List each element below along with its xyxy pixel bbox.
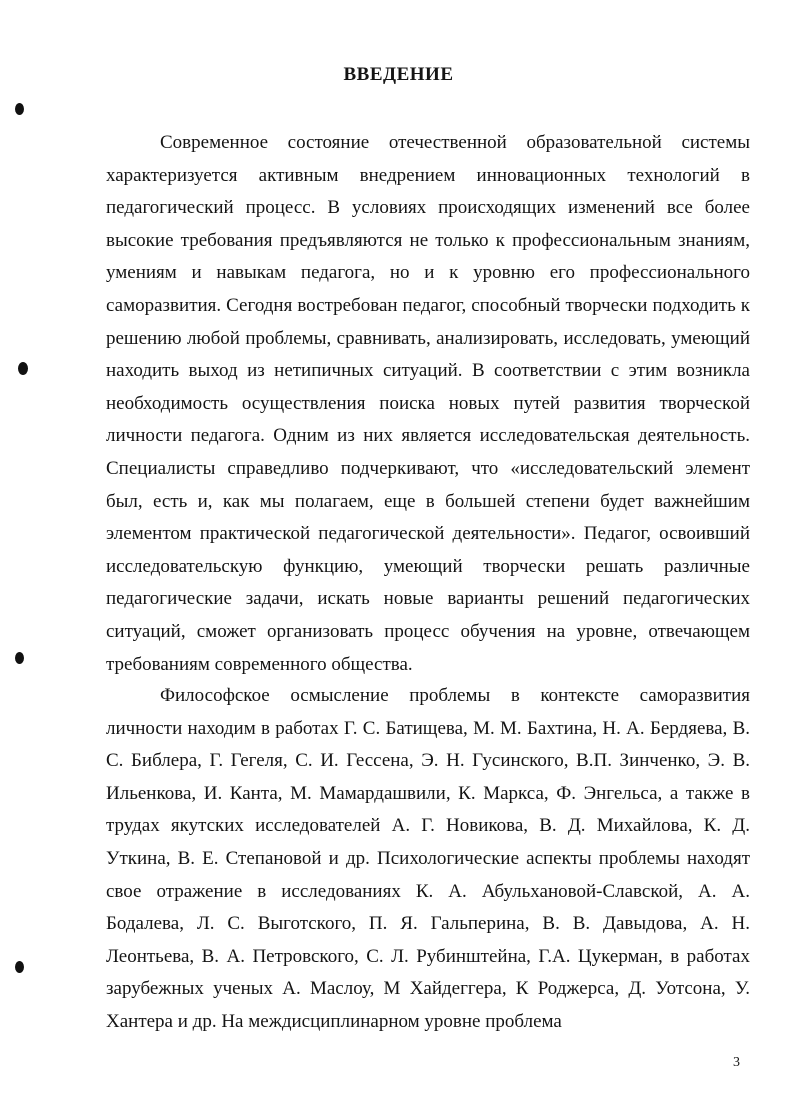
binder-hole-mark [15,103,24,115]
binder-hole-mark [15,961,24,973]
section-title: ВВЕДЕНИЕ [343,64,454,85]
paragraph-intro: Современное состояние отечественной образовательной системы характеризуется активным внедрением инновационных технологий в педагогический процесс. В условиях происходящих изменений все более высокие требования предъявляются не только к профессиональным знаниям, умениям и навыкам педагога, но и к уровню его профессионального саморазвития. Сегодня востребован педагог, способный творчески подходить к решению любой проблемы, сравнивать, анализировать, исследовать, умеющий находить выход из нетипичных ситуаций. В соответствии с этим возникла необходимость осуществления поиска новых путей развития творческой личности педагога. Одним из них является исследовательская деятельность. Специалисты справедливо подчеркивают, что «исследовательский элемент был, есть и, как мы полагаем, еще в большей степени будет важнейшим элементом практической педагогической деятельности». Педагог, освоивший исследовательскую функцию, умеющий творчески решать различные педагогические задачи, искать новые варианты решений педагогических ситуаций, сможет организовать процесс обучения на уровне, отвечающем требованиям современного общества. [106,132,750,675]
binder-hole-mark [18,362,28,375]
paragraph-philosophy: Философское осмысление проблемы в контексте саморазвития личности находим в работах Г. С. Батищева, М. М. Бахтина, Н. А. Бердяева, В. С. Библера, Г. Гегеля, С. И. Гессена, Э. Н. Гусинского, В.П. Зинченко, Э. В. Ильенкова, И. Канта, М. Мамардашвили, К. Маркса, Ф. Энгельса, а также в трудах якутских исследователей А. Г. Новикова, В. Д. Михайлова, К. Д. Уткина, В. Е. Степановой и др. Психологические аспекты проблемы находят свое отражение в исследованиях К. А. Абульхановой-Славской, А. А. Бодалева, Л. С. Выготского, П. Я. Гальперина, В. В. Давыдова, А. Н. Леонтьева, В. А. Петровского, С. Л. Рубинштейна, Г.А. Цукерман, в работах зарубежных ученых А. Маслоу, М Хайдеггера, К Роджерса, Д. Уотсона, У. Хантера и др. На междисциплинарном уровне проблема [106,685,750,1032]
binder-hole-mark [15,652,24,664]
page-number: 3 [733,1055,740,1070]
